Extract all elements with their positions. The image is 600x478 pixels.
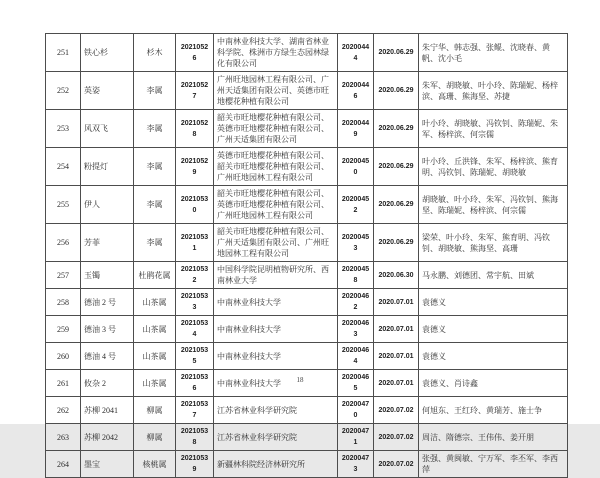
cell-serial-number: 254: [46, 148, 81, 186]
cell-variety-name: 苏柳 2042: [81, 424, 134, 451]
cell-genus: 李属: [134, 186, 176, 224]
cell-variety-name: 芳菲: [81, 224, 134, 262]
cell-application-number: 20210537: [176, 397, 214, 424]
cell-applicant: 中南林业科技大学: [214, 316, 338, 343]
cell-breeders: 叶小玲、胡晓敏、冯钦钊、陈瑞妮、朱军、杨梓滨、何宗儒: [419, 110, 568, 148]
cell-genus: 山茶属: [134, 316, 176, 343]
variety-rights-table: [45, 33, 568, 478]
cell-variety-name: 玉镯: [81, 262, 134, 289]
cell-announcement-date: 2020.07.01: [374, 289, 419, 316]
cell-serial-number: 251: [46, 34, 81, 72]
table-row: [46, 34, 568, 72]
cell-breeders: 袁德义: [419, 316, 568, 343]
cell-application-number: 20210532: [176, 262, 214, 289]
cell-announcement-date: 2020.06.29: [374, 34, 419, 72]
cell-genus: 李属: [134, 72, 176, 110]
cell-announcement-number: 20200463: [338, 316, 374, 343]
table-row: [46, 316, 568, 343]
cell-variety-name: 铁心杉: [81, 34, 134, 72]
table-row: [46, 343, 568, 370]
cell-announcement-number: 20200452: [338, 186, 374, 224]
cell-breeders: 马永鹏、刘德团、常宇航、田斌: [419, 262, 568, 289]
cell-application-number: 20210528: [176, 110, 214, 148]
cell-variety-name: 德油 3 号: [81, 316, 134, 343]
table-row: [46, 148, 568, 186]
cell-genus: 李属: [134, 224, 176, 262]
cell-application-number: 20210538: [176, 424, 214, 451]
cell-announcement-date: 2020.07.02: [374, 424, 419, 451]
table-row: [46, 424, 568, 451]
cell-applicant: 韶关市旺地樱花种植有限公司、英德市旺地樱花种植有限公司、广州天适集团有限公司: [214, 110, 338, 148]
cell-announcement-date: 2020.07.02: [374, 397, 419, 424]
cell-application-number: 20210527: [176, 72, 214, 110]
cell-announcement-number: 20200473: [338, 451, 374, 478]
cell-application-number: 20210536: [176, 370, 214, 397]
table-row: [46, 224, 568, 262]
cell-serial-number: 256: [46, 224, 81, 262]
cell-applicant: 中国科学院昆明植物研究所、西南林业大学: [214, 262, 338, 289]
cell-breeders: 朱军、胡晓敏、叶小玲、陈瑞妮、杨梓滨、高珊、熊海坚、苏捷: [419, 72, 568, 110]
cell-variety-name: 风双飞: [81, 110, 134, 148]
table-row: [46, 186, 568, 224]
cell-application-number: 20210529: [176, 148, 214, 186]
table-row: [46, 110, 568, 148]
cell-breeders: 朱宁华、韩志强、张鲲、沈晓春、黄帆、沈小毛: [419, 34, 568, 72]
table-body: [46, 34, 568, 478]
cell-genus: 核桃属: [134, 451, 176, 478]
table-row: [46, 289, 568, 316]
cell-breeders: 梁荣、叶小玲、朱军、熊育明、冯钦钊、胡晓敏、熊海坚、高珊: [419, 224, 568, 262]
cell-genus: 山茶属: [134, 289, 176, 316]
cell-genus: 杉木: [134, 34, 176, 72]
cell-genus: 山茶属: [134, 343, 176, 370]
cell-application-number: 20210539: [176, 451, 214, 478]
cell-applicant: 中南林业科技大学: [214, 370, 338, 397]
cell-applicant: 江苏省林业科学研究院: [214, 424, 338, 451]
cell-announcement-number: 20200470: [338, 397, 374, 424]
cell-breeders: 叶小玲、丘洪锋、朱军、杨梓滨、熊育明、冯钦钊、陈瑞妮、胡晓敏: [419, 148, 568, 186]
cell-serial-number: 260: [46, 343, 81, 370]
cell-application-number: 20210530: [176, 186, 214, 224]
cell-announcement-number: 20200464: [338, 343, 374, 370]
cell-announcement-number: 20200453: [338, 224, 374, 262]
cell-breeders: 何旭东、王红玲、黄瑞芳、施士争: [419, 397, 568, 424]
cell-application-number: 20210531: [176, 224, 214, 262]
cell-announcement-date: 2020.06.29: [374, 72, 419, 110]
cell-announcement-date: 2020.07.02: [374, 451, 419, 478]
cell-applicant: 中南林业科技大学、湖南省林业科学院、株洲市方绿生态园林绿化有限公司: [214, 34, 338, 72]
cell-variety-name: 苏柳 2041: [81, 397, 134, 424]
cell-variety-name: 德油 2 号: [81, 289, 134, 316]
cell-announcement-date: 2020.06.29: [374, 148, 419, 186]
cell-genus: 李属: [134, 148, 176, 186]
cell-serial-number: 262: [46, 397, 81, 424]
cell-announcement-number: 20200471: [338, 424, 374, 451]
cell-applicant: 中南林业科技大学: [214, 343, 338, 370]
cell-announcement-number: 20200450: [338, 148, 374, 186]
cell-serial-number: 255: [46, 186, 81, 224]
cell-application-number: 20210535: [176, 343, 214, 370]
cell-applicant: 英德市旺地樱花种植有限公司、韶关市旺地樱花种植有限公司、广州旺地园林工程有限公司: [214, 148, 338, 186]
cell-variety-name: 伊人: [81, 186, 134, 224]
cell-serial-number: 252: [46, 72, 81, 110]
cell-announcement-date: 2020.06.29: [374, 224, 419, 262]
cell-serial-number: 259: [46, 316, 81, 343]
cell-genus: 柳属: [134, 424, 176, 451]
cell-serial-number: 257: [46, 262, 81, 289]
table-row: [46, 262, 568, 289]
cell-breeders: 袁德义、肖诗鑫: [419, 370, 568, 397]
cell-announcement-date: 2020.07.01: [374, 370, 419, 397]
cell-announcement-number: 20200444: [338, 34, 374, 72]
cell-announcement-date: 2020.06.29: [374, 110, 419, 148]
cell-announcement-date: 2020.07.01: [374, 343, 419, 370]
cell-breeders: 袁德义: [419, 343, 568, 370]
cell-application-number: 20210526: [176, 34, 214, 72]
cell-breeders: 袁德义: [419, 289, 568, 316]
cell-applicant: 韶关市旺地樱花种植有限公司、广州天适集团有限公司、广州旺地园林工程有限公司: [214, 224, 338, 262]
cell-breeders: 周洁、隋德宗、王伟伟、姜开朋: [419, 424, 568, 451]
cell-announcement-number: 20200446: [338, 72, 374, 110]
cell-announcement-date: 2020.06.29: [374, 186, 419, 224]
table-row: [46, 397, 568, 424]
cell-applicant: 广州旺地园林工程有限公司、广州天适集团有限公司、英德市旺地樱花种植有限公司: [214, 72, 338, 110]
cell-variety-name: 英姿: [81, 72, 134, 110]
cell-serial-number: 264: [46, 451, 81, 478]
cell-genus: 杜鹃花属: [134, 262, 176, 289]
cell-application-number: 20210534: [176, 316, 214, 343]
cell-serial-number: 258: [46, 289, 81, 316]
cell-announcement-number: 20200449: [338, 110, 374, 148]
cell-breeders: 张强、黄闽敏、宁万军、李丕军、李西萍: [419, 451, 568, 478]
cell-variety-name: 德油 4 号: [81, 343, 134, 370]
cell-announcement-number: 20200458: [338, 262, 374, 289]
cell-application-number: 20210533: [176, 289, 214, 316]
cell-variety-name: 攸杂 2: [81, 370, 134, 397]
cell-applicant: 新疆林科院经济林研究所: [214, 451, 338, 478]
cell-serial-number: 253: [46, 110, 81, 148]
table-row: [46, 72, 568, 110]
cell-applicant: 韶关市旺地樱花种植有限公司、英德市旺地樱花种植有限公司、广州旺地园林工程有限公司: [214, 186, 338, 224]
page-number: 18: [296, 376, 304, 384]
cell-serial-number: 261: [46, 370, 81, 397]
cell-applicant: 中南林业科技大学: [214, 289, 338, 316]
cell-announcement-number: 20200465: [338, 370, 374, 397]
cell-breeders: 胡晓敏、叶小玲、朱军、冯钦钊、熊海坚、陈瑞妮、杨梓滨、何宗儒: [419, 186, 568, 224]
cell-genus: 山茶属: [134, 370, 176, 397]
cell-announcement-number: 20200462: [338, 289, 374, 316]
cell-variety-name: 粉提灯: [81, 148, 134, 186]
cell-applicant: 江苏省林业科学研究院: [214, 397, 338, 424]
cell-announcement-date: 2020.07.01: [374, 316, 419, 343]
cell-serial-number: 263: [46, 424, 81, 451]
cell-announcement-date: 2020.06.30: [374, 262, 419, 289]
cell-genus: 李属: [134, 110, 176, 148]
cell-genus: 柳属: [134, 397, 176, 424]
cell-variety-name: 墨宝: [81, 451, 134, 478]
table-row: [46, 451, 568, 478]
